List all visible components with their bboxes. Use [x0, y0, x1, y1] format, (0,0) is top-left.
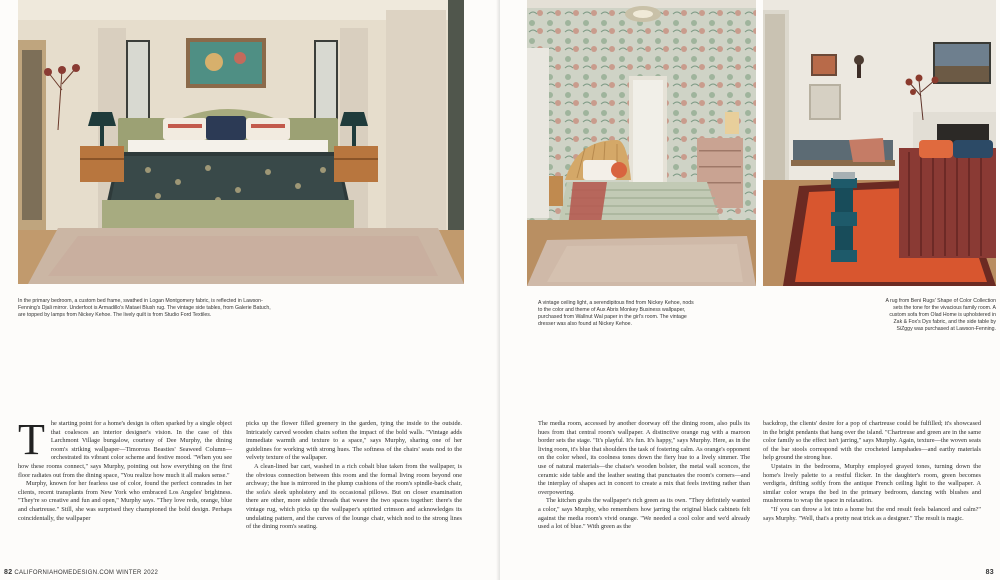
body-paragraph: The media room, accessed by another doorway off the dining room, also pulls its hues from that central room's wallpaper. A distinctive orange rug with a maroon border sets the stage. "It's playful. It's fun. It's happy," says Murphy. Here, as in the living room, it's blue that shoulders the task of fostering calm. As orange's opponent on the color wheel, its coolness tones down the fiery hue to a lively simmer. The use of natural materials—the chaise's wooden bolster, the metal wall sconces, the ceramic side table and the leather seating that punctuates the room's corners—and the interplay of shapes act in concert to create a mix that feels inviting rather than overpowering.: [538, 420, 750, 496]
right-folio: [986, 569, 994, 576]
family-room-caption: A rug from Beni Rugs' Shape of Color Collection sets the tone for the vivacious family room. A custom sofa from Olad Home is upholstered in Zak & Fox's Dys fabric, and the side table by SiZggy was purchased at Lawson-Fenning.: [885, 298, 996, 332]
publication-line: CALIFORNIAHOMEDESIGN.COM WINTER 2022: [14, 570, 159, 576]
body-paragraph: The kitchen grabs the wallpaper's rich green as its own. "They definitely wanted a color," says Murphy, who remembers how jarring the original black cabinets felt against the media room's vivid orange. "We needed a cool color and we'd already used a lot of blue." With green as the: [538, 497, 750, 531]
right-column-2: [763, 420, 981, 523]
right-page: [500, 0, 1000, 580]
body-paragraph: Murphy, known for her fearless use of color, found the perfect comrades in her clients, recent transplants from New York who embraced Los Angeles' brightness. "They're so creative and fun and open," Murphy says. "They love reds, orange, blue and chartreuse." Still, she was surprised they championed the bold design. Perhaps coincidentally, the wallpaper: [18, 480, 232, 522]
girls-room-caption: A vintage ceiling light, a serendipitous find from Nickey Kehoe, nods to the color and theme of Aux Abris Monkey Business wallpaper, purchased from Wallnut Wal paper in the girl's room. The vintage dresser was also found at Nickey Kehoe.: [538, 300, 694, 327]
left-folio: [4, 569, 158, 576]
left-column-2: [246, 420, 462, 532]
family-room-photo: [763, 0, 996, 286]
page-number: 83: [985, 569, 994, 576]
body-paragraph: picks up the flower filled greenery in the garden, tying the inside to the outside. Intricately carved wooden chairs soften the impact of the bold walls. "Vintage adds immediate warmth and texture to a space," says Murphy, sharing one of her guidelines for working with strong hues. The softness of the chairs' seats nod to the velvety texture of the wallpaper.: [246, 420, 462, 462]
body-paragraph: backdrop, the clients' desire for a pop of chartreuse could be fulfilled; it's showcased in the bright pendants that hang over the island. "Chartreuse and green are in the same color family so the effect isn't jarring," says Murphy. Again, texture—the woven seats of the bar stools correspond with the crocheted lampshades—and earthy materials help ground the strong hue.: [763, 420, 981, 462]
body-paragraph: he starting point for a home's design is often sparked by a single object that coalesces an interior designer's vision. In the case of this Larchmont Village bungalow, courtesy of Dee Murphy, the dining room's striking wallpaper—Timorous Beasties' Seaweed Column—orchestrated its vibrant color scheme and festive mood. "When you see how these rooms connect," says Murphy, pointing out how everything on the first floor radiates out from the dining space, "You realize how much it all makes sense.": [18, 420, 232, 479]
body-paragraph: "If you can throw a lot into a home but the end result feels balanced and calm?" says Murphy. "Well, that's a pretty neat trick as a designer." The result is magic.: [763, 505, 981, 522]
page-number: 82: [4, 569, 13, 576]
girls-room-photo: [527, 0, 756, 286]
bedroom-caption: In the primary bedroom, a custom bed frame, swathed in Logan Montgomery fabric, is reflected in Lawson-Fenning's Djali mirror. Underfoot is Armadillo's Mataei Blush rug. The vintage side tables, from Galerie Batuch, are topped by lamps from Nickey Kehoe. The lively quilt is from Studio Ford Textiles.: [18, 298, 271, 318]
body-paragraph: Upstairs in the bedrooms, Murphy employed grayed tones, turning down the home's lively palette to a restful flicker. In the daughter's room, green becomes verdigris, drifting softly from the antique French ceiling light to the wallpaper. A similar color wraps the bed in the primary bedroom, dancing with blushes and mushrooms to wrap the space in relaxation.: [763, 462, 981, 505]
drop-cap: T: [18, 415, 45, 464]
body-paragraph: A clean-lined bar cart, washed in a rich cobalt blue taken from the wallpaper, is the obvious connection between this room and the formal living room beyond one archway; the hue is mirrored in the plump cushions of the room's spindle-back chair, the sofa's sleek upholstery and its occasional pillows. But on closer examination there are other, more subtle threads that weave the two spaces together: there's the vintage rug, which picks up the wallpaper's spirited crimson and acknowledges its undulating pattern, and the curves of the lounge chair, which nod to the strong lines of the dining room's seating.: [246, 462, 462, 531]
right-column-1: [538, 420, 750, 532]
left-column-1: [18, 415, 232, 523]
bedroom-photo: [18, 0, 464, 284]
